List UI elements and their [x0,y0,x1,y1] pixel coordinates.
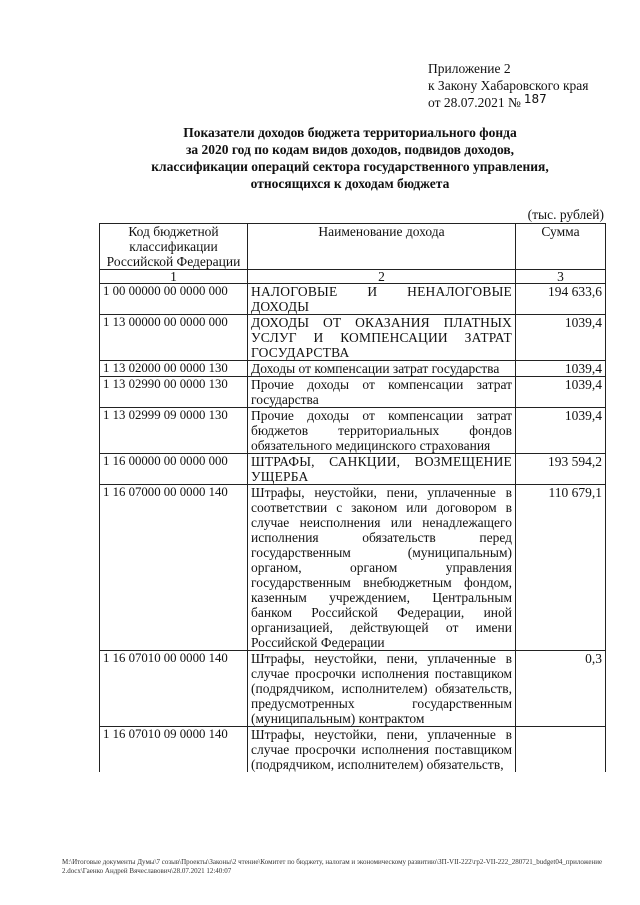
row-code: 1 00 00000 00 0000 000 [100,284,248,315]
appendix-number: 187 [523,92,547,106]
row-amount: 1039,4 [516,315,606,361]
table-header-row [100,224,606,270]
row-code: 1 13 02000 00 0000 130 [100,361,248,377]
table-row [100,315,606,361]
table-row [100,454,606,485]
row-code: 1 16 00000 00 0000 000 [100,454,248,485]
title-line-4: относящихся к доходам бюджета [250,176,450,191]
table-row [100,361,606,377]
row-code: 1 16 07000 00 0000 140 [100,485,248,651]
units-label: (тыс. рублей) [527,207,604,222]
row-code: 1 13 02999 09 0000 130 [100,408,248,454]
appendix-date: от 28.07.2021 № [428,95,521,110]
column-number: 1 [100,270,248,284]
table-row [100,727,606,773]
column-number: 3 [516,270,606,284]
row-amount: 1039,4 [516,377,606,408]
title-line-1: Показатели доходов бюджета территориального фонда [183,125,517,140]
appendix-law-reference: к Закону Хабаровского края [428,78,589,93]
row-name: Штрафы, неустойки, пени, уплаченные в случае просрочки исполнения поставщиком (подрядчиком, исполнителем) обязательств, [248,727,516,773]
appendix-block [428,60,589,112]
row-name: Штрафы, неустойки, пени, уплаченные в случае просрочки исполнения поставщиком (подрядчиком, исполнителем) обязательств, предусмотренных государственным (муниципальным) контрактом [248,651,516,727]
table-row [100,377,606,408]
row-name: ШТРАФЫ, САНКЦИИ, ВОЗМЕЩЕНИЕ УЩЕРБА [248,454,516,485]
column-number: 2 [248,270,516,284]
header-name: Наименование дохода [248,224,516,270]
row-amount: 110 679,1 [516,485,606,651]
row-code: 1 13 02990 00 0000 130 [100,377,248,408]
row-name: Прочие доходы от компенсации затрат государства [248,377,516,408]
table-row [100,485,606,651]
row-code: 1 13 00000 00 0000 000 [100,315,248,361]
appendix-date-line [428,94,589,112]
table-row [100,408,606,454]
title-line-2: за 2020 год по кодам видов доходов, подвидов доходов, [185,142,515,157]
row-name: Штрафы, неустойки, пени, уплаченные в соответствии с законом или договором в случае неисполнения или ненадлежащего исполнения обязательств перед государственным (муниципальным) органом, органом управления государственным внебюджетным фондом, казенным учреждением, Центральным банком Российской Федерации, иной организацией, действующей от имени Российской Федерации [248,485,516,651]
file-path-footer: M:\Итоговые документы Думы\7 созыв\Проекты\Законы\2 чтение\Комитет по бюджету, налогам и экономическому развитию\ЗП-VII-222\гр2-VII-222_280721_budget04_приложение 2.docx\Гаенко Андрей Вячеславович\28.07.2021 12:40:07 [62,858,603,875]
row-name: НАЛОГОВЫЕ И НЕНАЛОГОВЫЕ ДОХОДЫ [248,284,516,315]
row-name: ДОХОДЫ ОТ ОКАЗАНИЯ ПЛАТНЫХ УСЛУГ И КОМПЕНСАЦИИ ЗАТРАТ ГОСУДАРСТВА [248,315,516,361]
column-number-row [100,270,606,284]
row-amount: 193 594,2 [516,454,606,485]
row-amount [516,727,606,773]
row-name: Прочие доходы от компенсации затрат бюджетов территориальных фондов обязательного медицинского страхования [248,408,516,454]
header-code: Код бюджетной классификации Российской Федерации [100,224,248,270]
revenue-table [99,223,606,772]
table-row [100,284,606,315]
row-amount: 0,3 [516,651,606,727]
row-amount: 194 633,6 [516,284,606,315]
header-amount: Сумма [516,224,606,270]
row-amount: 1039,4 [516,361,606,377]
document-title [60,124,640,192]
row-code: 1 16 07010 09 0000 140 [100,727,248,773]
table-row [100,651,606,727]
row-amount: 1039,4 [516,408,606,454]
appendix-label: Приложение 2 [428,61,511,76]
title-line-3: классификации операций сектора государственного управления, [151,159,549,174]
row-name: Доходы от компенсации затрат государства [248,361,516,377]
row-code: 1 16 07010 00 0000 140 [100,651,248,727]
